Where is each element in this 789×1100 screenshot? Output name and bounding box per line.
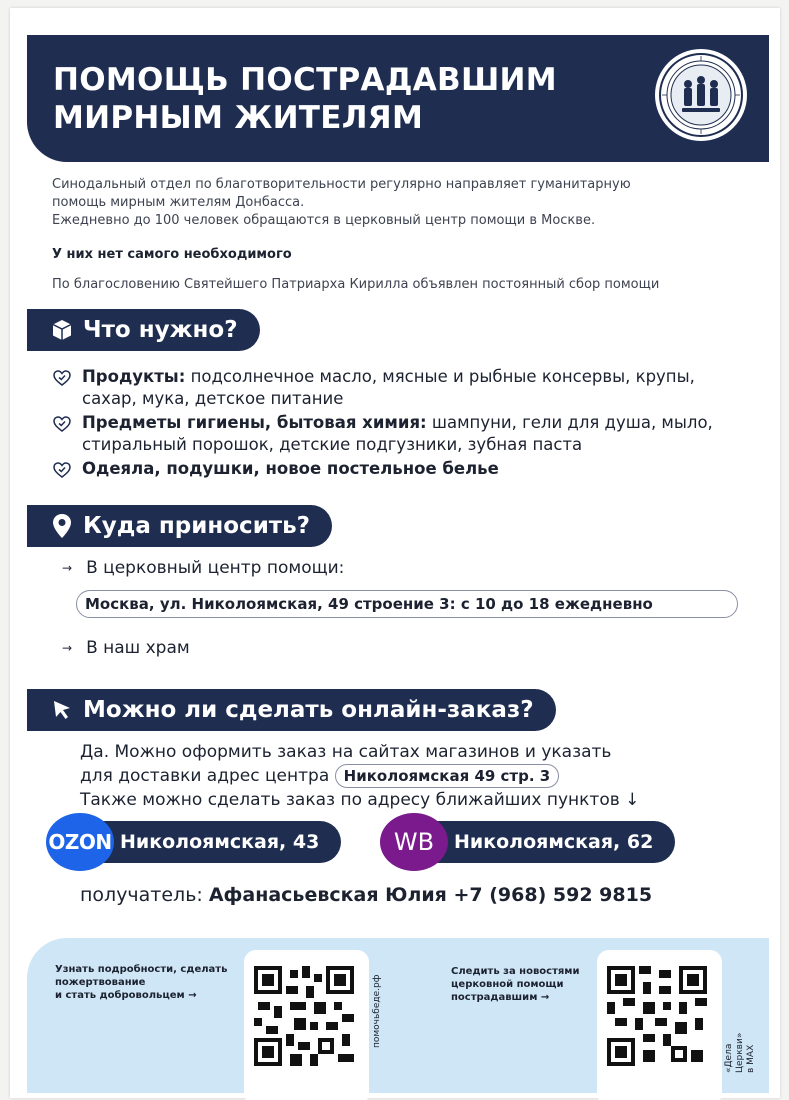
ozon-address: Николоямская, 43	[102, 821, 341, 863]
footer-panel	[27, 938, 769, 1093]
qr-code-icon[interactable]	[254, 966, 354, 1066]
needs-list	[52, 366, 752, 482]
arrow-right-icon: →	[62, 561, 73, 575]
temple-line	[62, 638, 190, 658]
leaflet-sheet	[10, 8, 780, 1098]
ozon-logo: OZON	[46, 813, 114, 871]
center-address: Москва, ул. Николоямская, 49 строение 3: с 10 до 18 ежедневно	[76, 590, 738, 618]
arrow-right-icon: →	[62, 641, 73, 655]
blessing-text: По благословению Святейшего Патриарха Кирилла объявлен постоянный сбор помощи	[52, 277, 660, 292]
online-line-text: для доставки адрес центра	[80, 766, 330, 786]
need-category: Предметы гигиены, бытовая химия:	[82, 413, 427, 432]
list-item	[52, 458, 752, 480]
temple-label: В наш храм	[86, 638, 190, 658]
qr-card-website[interactable]	[244, 950, 369, 1100]
section-where-header	[27, 505, 332, 547]
recipient	[80, 884, 652, 906]
need-details: подсолнечное масло, мясные и рыбные консервы, крупы, сахар, мука, детское питание	[82, 367, 695, 408]
website-vertical-label: помочьбеде.рф	[372, 974, 382, 1048]
online-line: Также можно сделать заказ по адресу ближайших пунктов ↓	[80, 790, 640, 810]
heart-check-icon	[52, 460, 72, 480]
wb-pickup-point	[380, 818, 675, 866]
center-address-short: Николоямская 49 стр. 3	[335, 764, 560, 788]
cursor-icon	[49, 697, 75, 723]
section-online-header	[27, 689, 556, 731]
need-category: Одеяла, подушки, новое постельное белье	[82, 459, 499, 478]
online-line	[80, 764, 760, 788]
center-line	[62, 558, 344, 578]
recipient-label: получатель:	[80, 884, 209, 906]
footer-right-text: Следить за новостями церковной помощи пострадавшим →	[451, 966, 580, 1003]
center-label: В церковный центр помощи:	[86, 558, 345, 578]
list-item	[52, 412, 752, 456]
online-line: Да. Можно оформить заказ на сайтах магазинов и указать	[80, 742, 612, 762]
online-paragraph	[80, 740, 760, 812]
qr-code-icon[interactable]	[607, 966, 707, 1066]
section-needs-header	[27, 309, 260, 351]
heart-check-icon	[52, 368, 72, 388]
recipient-name: Афанасьевская Юлия +7 (968) 592 9815	[208, 884, 653, 906]
section-online-title: Можно ли сделать онлайн-заказ?	[83, 697, 534, 723]
ozon-pickup-point	[46, 818, 341, 866]
qr-card-max-channel[interactable]	[597, 950, 722, 1100]
list-item	[52, 366, 752, 410]
need-details: шампуни, гели для душа, мыло, стиральный порошок, детские подгузники, зубная паста	[82, 413, 713, 454]
header-banner	[27, 35, 769, 162]
box-icon	[49, 317, 75, 343]
section-where-title: Куда приносить?	[83, 513, 311, 539]
intro-line: Синодальный отдел по благотворительности регулярно направляет гуманитарную	[52, 177, 631, 192]
section-needs-title: Что нужно?	[83, 317, 238, 343]
subhead: У них нет самого необходимого	[52, 247, 292, 262]
wb-address: Николоямская, 62	[436, 821, 675, 863]
intro-line: Ежедневно до 100 человек обращаются в церковный центр помощи в Москве.	[52, 213, 596, 228]
location-pin-icon	[49, 513, 75, 539]
need-category: Продукты:	[82, 367, 186, 386]
footer-left-text: Узнать подробности, сделать пожертвование и стать добровольцем →	[55, 964, 228, 1001]
heart-check-icon	[52, 414, 72, 434]
page-title: ПОМОЩЬ ПОСТРАДАВШИМ МИРНЫМ ЖИТЕЛЯМ	[53, 62, 557, 136]
church-seal-icon	[655, 49, 747, 141]
intro-paragraph	[52, 176, 752, 230]
wb-logo: WB	[380, 813, 448, 871]
max-channel-vertical-label: «Дела Церкви» в MAX	[724, 1032, 756, 1073]
intro-line: помощь мирным жителям Донбасса.	[52, 195, 305, 210]
